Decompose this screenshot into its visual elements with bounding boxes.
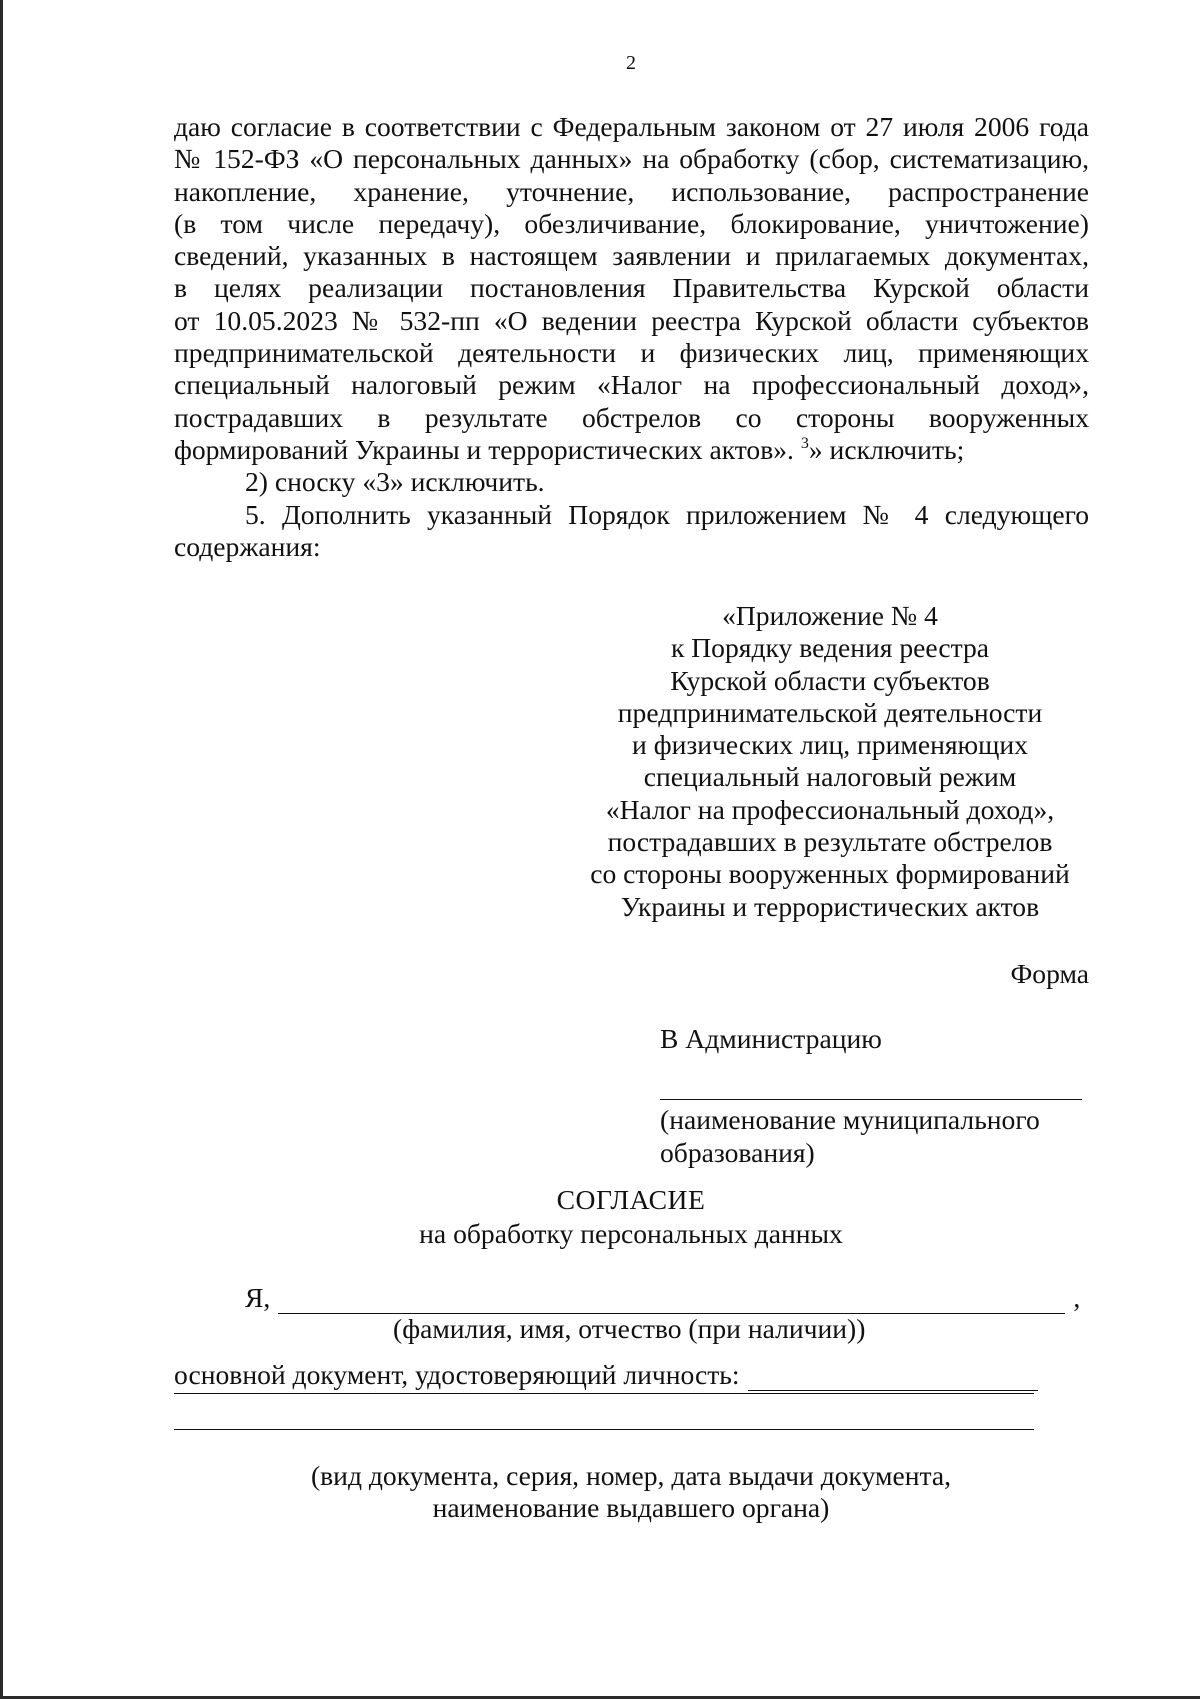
page-edge [0, 0, 3, 1699]
document-blank-line [174, 1393, 1034, 1394]
form-subtitle: на обработку персональных данных [419, 1218, 843, 1249]
addressee-block [660, 1023, 1084, 1169]
item-5: 5. Дополнить указанный Порядок приложением № 4 следующего [245, 498, 1089, 530]
fio-blank-line [278, 1285, 1065, 1314]
municipality-note-line: образования) [660, 1136, 815, 1168]
appendix-line: пострадавших в результате обстрелов [607, 826, 1053, 858]
addressee-text: В Администрацию [660, 1023, 882, 1054]
footnote-marker: 3 [800, 434, 809, 452]
fio-row [245, 1282, 1085, 1314]
body-line: от 10.05.2023 № 532-пп «О ведении реестра Курской области субъектов [174, 304, 1089, 336]
document-caption: наименование выдавшего органа) [432, 1492, 830, 1523]
appendix-line: со стороны вооруженных формирований [590, 858, 1070, 890]
document-blank-line [174, 1429, 1034, 1430]
body-line: (в том числе передачу), обезличивание, блокирование, уничтожение) [174, 207, 1089, 239]
body-line: накопление, хранение, уточнение, использование, распространение [174, 175, 1089, 207]
appendix-line: «Приложение № 4 [722, 600, 938, 631]
appendix-line: Украины и террористических актов [620, 890, 1040, 922]
body-line [174, 434, 1089, 466]
document-label: основной документ, удостоверяющий личность: [174, 1359, 740, 1390]
appendix-line: «Налог на профессиональный доход», [605, 793, 1055, 825]
fio-caption: (фамилия, имя, отчество (при наличии)) [393, 1313, 866, 1344]
body-line: пострадавших в результате обстрелов со стороны вооруженных [174, 401, 1089, 433]
body-line-text: формирований Украины и террористических актов». [174, 433, 801, 465]
document-caption: (вид документа, серия, номер, дата выдачи документа, [310, 1460, 952, 1491]
body-line: сведений, указанных в настоящем заявлении и прилагаемых документах, [174, 240, 1089, 272]
document-blank-line [748, 1362, 1038, 1391]
body-line: даю согласие в соответствии с Федеральным законом от 27 июля 2006 года [174, 111, 1089, 142]
page-number: 2 [626, 52, 636, 74]
form-title: СОГЛАСИЕ [556, 1184, 706, 1215]
appendix-line: и физических лиц, применяющих [632, 729, 1028, 761]
municipality-blank-line [660, 1055, 1082, 1100]
document-row [174, 1359, 1094, 1391]
appendix-line: Курской области субъектов [670, 664, 990, 696]
item-2: 2) сноску «3» исключить. [245, 466, 545, 498]
body-line: предпринимательской деятельности и физических лиц, применяющих [174, 337, 1089, 369]
item-5-continued: содержания: [174, 530, 321, 562]
body-line-text: » исключить; [808, 433, 965, 465]
municipality-note-line: (наименование муниципального [660, 1104, 1040, 1136]
municipality-note [660, 1104, 1084, 1169]
appendix-line: предпринимательской деятельности [617, 696, 1043, 728]
body-line: № 152-ФЗ «О персональных данных» на обработку (сбор, систематизацию, [174, 143, 1089, 175]
ya-comma: , [1073, 1282, 1081, 1313]
appendix-line: специальный налоговый режим [643, 761, 1017, 793]
form-label: Форма [1010, 958, 1089, 989]
appendix-line: к Порядку ведения реестра [670, 632, 990, 664]
body-line: специальный налоговый режим «Налог на профессиональный доход», [174, 369, 1089, 401]
body-line: в целях реализации постановления Правительства Курской области [174, 272, 1089, 304]
appendix-heading [578, 600, 1082, 923]
body-paragraph [174, 111, 1089, 563]
ya-label: Я, [245, 1282, 271, 1313]
